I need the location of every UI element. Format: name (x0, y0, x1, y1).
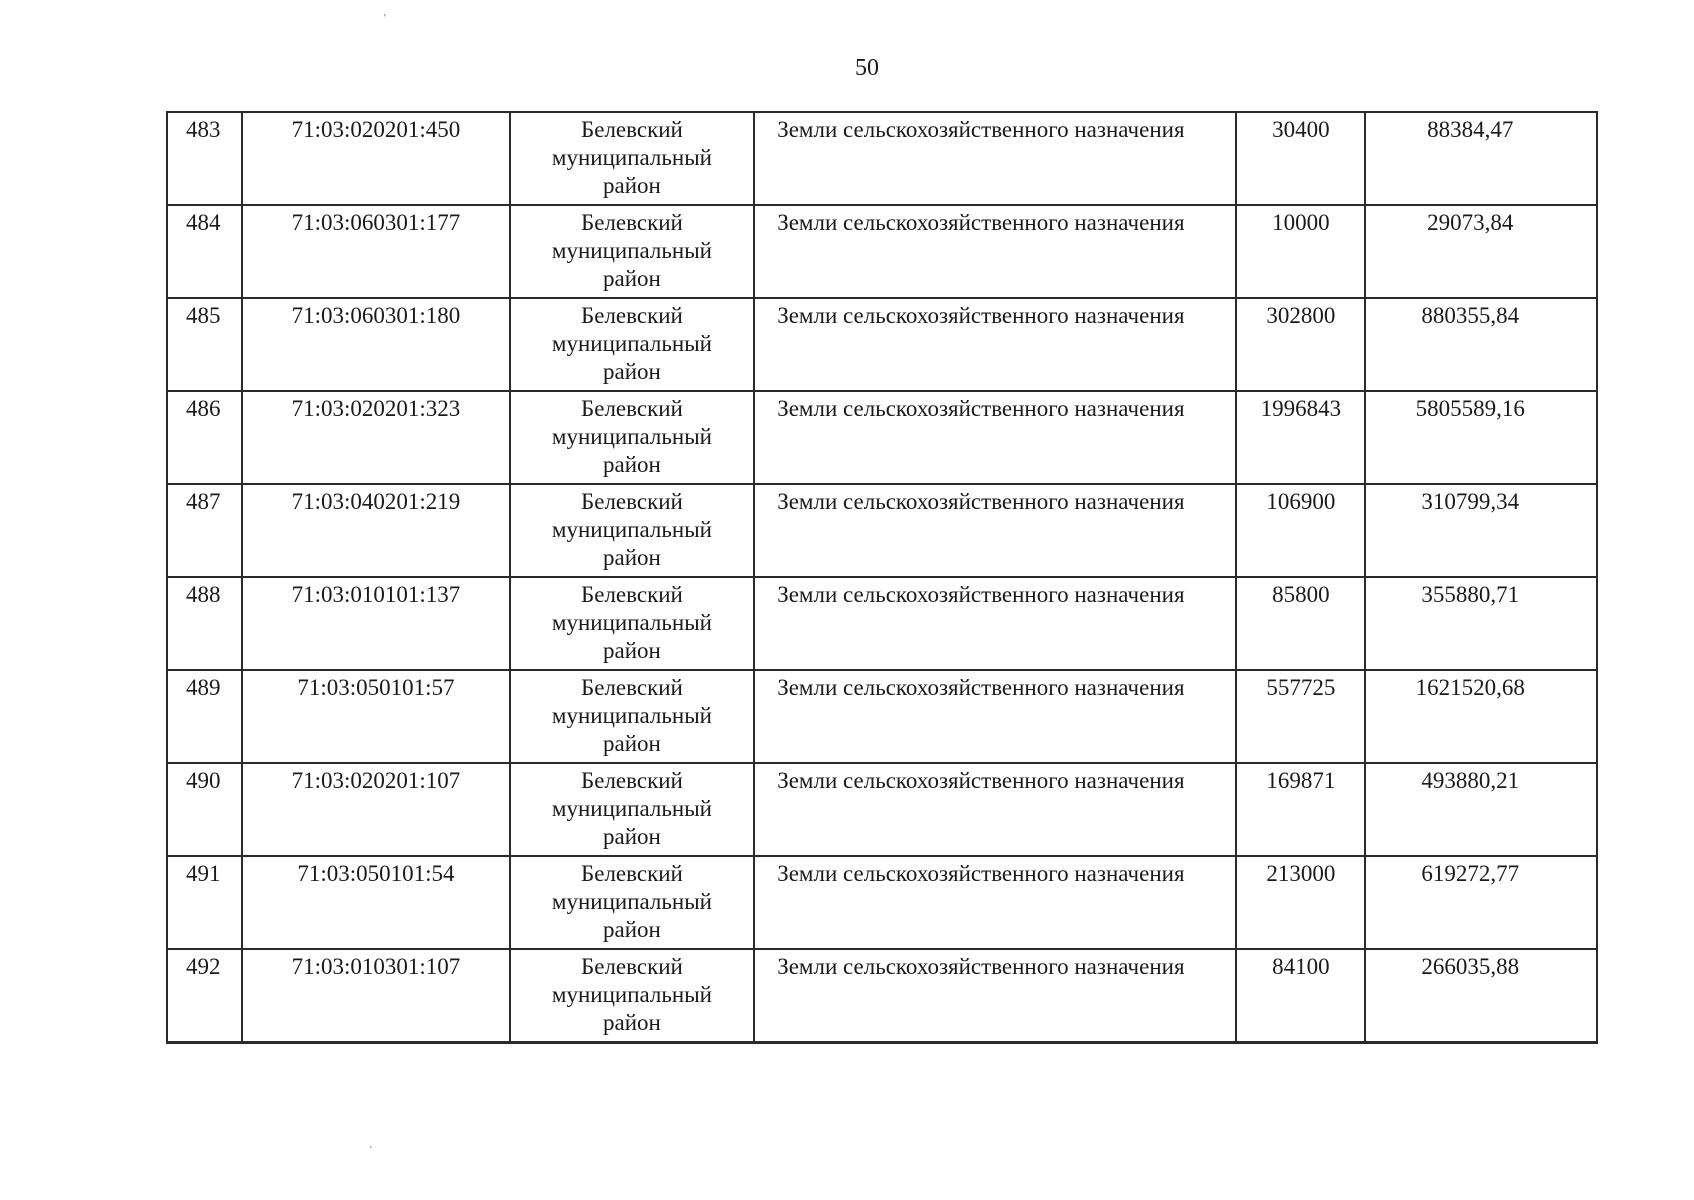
district-line: Белевский (581, 861, 683, 886)
district-cell (510, 949, 755, 1042)
land-category-cell: Земли сельскохозяйственного назначения (754, 763, 1236, 856)
district-line: муниципальный (551, 796, 712, 821)
cadastral-value-cell: 88384,47 (1365, 112, 1597, 205)
area-cell: 169871 (1236, 763, 1365, 856)
district-line: муниципальный (551, 145, 712, 170)
district-line: муниципальный (551, 331, 712, 356)
cadastral-number-cell: 71:03:040201:219 (242, 484, 510, 577)
district-cell (510, 298, 755, 391)
row-number-cell: 491 (167, 856, 242, 949)
district-line: муниципальный (551, 517, 712, 542)
area-cell: 85800 (1236, 577, 1365, 670)
table-row (167, 298, 1597, 391)
cadastral-number-cell: 71:03:050101:57 (242, 670, 510, 763)
table-row (167, 484, 1597, 577)
land-category-cell: Земли сельскохозяйственного назначения (754, 112, 1236, 205)
land-category-cell: Земли сельскохозяйственного назначения (754, 205, 1236, 298)
district-line: район (603, 359, 661, 384)
land-category-cell: Земли сельскохозяйственного назначения (754, 391, 1236, 484)
table-row (167, 577, 1597, 670)
area-cell: 84100 (1236, 949, 1365, 1042)
area-cell: 213000 (1236, 856, 1365, 949)
cadastral-value-cell: 310799,34 (1365, 484, 1597, 577)
table-row (167, 205, 1597, 298)
cadastral-number-cell: 71:03:020201:450 (242, 112, 510, 205)
district-line: Белевский (581, 954, 683, 979)
table-row (167, 670, 1597, 763)
row-number-cell: 485 (167, 298, 242, 391)
district-cell (510, 856, 755, 949)
district-cell (510, 670, 755, 763)
district-line: муниципальный (551, 424, 712, 449)
land-category-cell: Земли сельскохозяйственного назначения (754, 949, 1236, 1042)
land-category-cell: Земли сельскохозяйственного назначения (754, 577, 1236, 670)
district-line: район (603, 824, 661, 849)
page-number: 50 (855, 55, 879, 81)
row-number-cell: 486 (167, 391, 242, 484)
district-cell (510, 577, 755, 670)
cadastral-value-cell: 355880,71 (1365, 577, 1597, 670)
district-line: район (603, 917, 661, 942)
district-line: Белевский (581, 489, 683, 514)
cadastral-number-cell: 71:03:010301:107 (242, 949, 510, 1042)
district-line: муниципальный (551, 610, 712, 635)
land-category-cell: Земли сельскохозяйственного назначения (754, 484, 1236, 577)
district-line: район (603, 173, 661, 198)
district-line: Белевский (581, 210, 683, 235)
district-line: район (603, 1010, 661, 1035)
table-row (167, 112, 1597, 205)
row-number-cell: 488 (167, 577, 242, 670)
district-line: район (603, 452, 661, 477)
district-line: муниципальный (551, 982, 712, 1007)
table-row (167, 949, 1597, 1042)
area-cell: 30400 (1236, 112, 1365, 205)
district-cell (510, 112, 755, 205)
district-cell (510, 763, 755, 856)
row-number-cell: 487 (167, 484, 242, 577)
cadastral-value-cell: 1621520,68 (1365, 670, 1597, 763)
cadastral-value-cell: 5805589,16 (1365, 391, 1597, 484)
area-cell: 106900 (1236, 484, 1365, 577)
area-cell: 302800 (1236, 298, 1365, 391)
cadastral-number-cell: 71:03:020201:107 (242, 763, 510, 856)
district-line: Белевский (581, 582, 683, 607)
cadastral-number-cell: 71:03:060301:177 (242, 205, 510, 298)
row-number-cell: 489 (167, 670, 242, 763)
district-line: муниципальный (551, 889, 712, 914)
district-line: Белевский (581, 396, 683, 421)
table-body (167, 112, 1597, 1042)
district-line: Белевский (581, 117, 683, 142)
district-cell (510, 391, 755, 484)
cadastral-value-cell: 266035,88 (1365, 949, 1597, 1042)
district-line: район (603, 266, 661, 291)
cadastral-number-cell: 71:03:050101:54 (242, 856, 510, 949)
district-line: Белевский (581, 768, 683, 793)
land-category-cell: Земли сельскохозяйственного назначения (754, 856, 1236, 949)
row-number-cell: 490 (167, 763, 242, 856)
land-registry-table (166, 111, 1598, 1044)
cadastral-number-cell: 71:03:020201:323 (242, 391, 510, 484)
district-line: район (603, 545, 661, 570)
district-cell (510, 205, 755, 298)
row-number-cell: 483 (167, 112, 242, 205)
table-row (167, 856, 1597, 949)
scan-speck: ' (370, 1145, 372, 1156)
table-row (167, 763, 1597, 856)
table-row (167, 391, 1597, 484)
district-line: район (603, 638, 661, 663)
cadastral-value-cell: 880355,84 (1365, 298, 1597, 391)
cadastral-value-cell: 29073,84 (1365, 205, 1597, 298)
district-cell (510, 484, 755, 577)
district-line: муниципальный (551, 238, 712, 263)
row-number-cell: 492 (167, 949, 242, 1042)
area-cell: 557725 (1236, 670, 1365, 763)
district-line: Белевский (581, 303, 683, 328)
cadastral-number-cell: 71:03:060301:180 (242, 298, 510, 391)
cadastral-number-cell: 71:03:010101:137 (242, 577, 510, 670)
land-category-cell: Земли сельскохозяйственного назначения (754, 670, 1236, 763)
scan-speck: ' (384, 13, 386, 24)
district-line: муниципальный (551, 703, 712, 728)
row-number-cell: 484 (167, 205, 242, 298)
district-line: район (603, 731, 661, 756)
area-cell: 1996843 (1236, 391, 1365, 484)
area-cell: 10000 (1236, 205, 1365, 298)
land-category-cell: Земли сельскохозяйственного назначения (754, 298, 1236, 391)
cadastral-value-cell: 493880,21 (1365, 763, 1597, 856)
district-line: Белевский (581, 675, 683, 700)
cadastral-value-cell: 619272,77 (1365, 856, 1597, 949)
